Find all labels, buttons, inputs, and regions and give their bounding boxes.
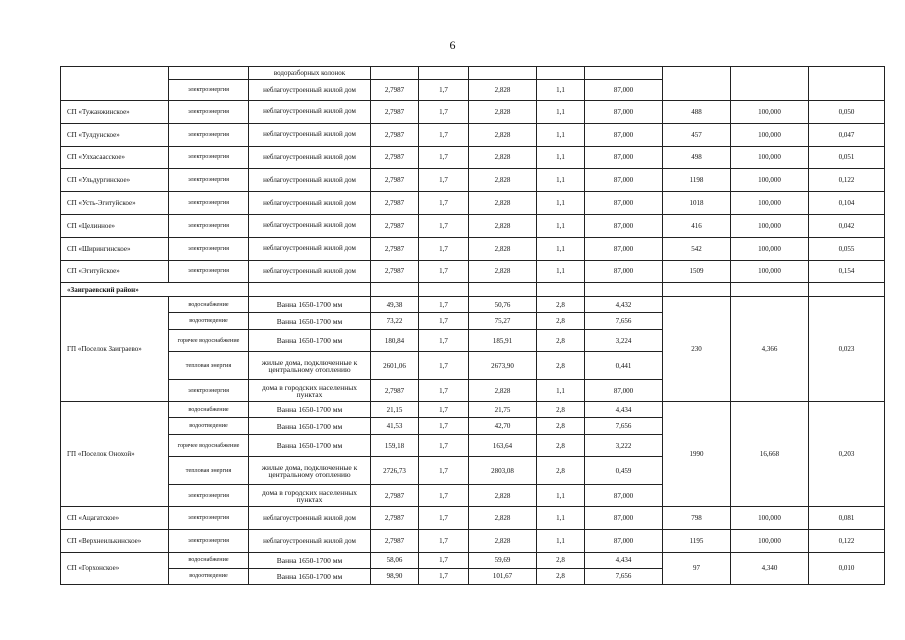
- value-cell: 1,1: [537, 485, 585, 507]
- value-cell: 2,7987: [371, 101, 419, 124]
- value-cell: 87,000: [585, 214, 663, 237]
- settlement-name: СП «Ширингинское»: [61, 237, 169, 260]
- description-cell: жилые дома, подключенные к центральному отоплению: [249, 457, 371, 485]
- empty-cell: [371, 283, 419, 297]
- summary-cell: 416: [663, 214, 731, 237]
- table-row: [61, 101, 885, 124]
- value-cell: 1,1: [537, 530, 585, 553]
- description-cell: Ванна 1650-1700 мм: [249, 313, 371, 330]
- summary-cell: 230: [663, 297, 731, 402]
- summary-cell: 100,000: [731, 101, 809, 124]
- summary-cell: 100,000: [731, 146, 809, 169]
- empty-cell: [585, 283, 663, 297]
- value-cell: 4,434: [585, 402, 663, 418]
- summary-cell: 4,340: [731, 552, 809, 584]
- value-cell: 21,75: [469, 402, 537, 418]
- value-cell: 1,7: [419, 435, 469, 457]
- empty-cell: [663, 283, 731, 297]
- summary-cell: 498: [663, 146, 731, 169]
- value-cell: 87,000: [585, 485, 663, 507]
- value-cell: 1,1: [537, 146, 585, 169]
- value-cell: 87,000: [585, 530, 663, 553]
- value-cell: 1,7: [419, 418, 469, 435]
- value-cell: 1,7: [419, 169, 469, 192]
- value-cell: 2,8: [537, 313, 585, 330]
- summary-cell: 97: [663, 552, 731, 584]
- value-cell: 2,8: [537, 402, 585, 418]
- value-cell: 87,000: [585, 260, 663, 283]
- value-cell: 2,828: [469, 169, 537, 192]
- value-cell: 1,1: [537, 260, 585, 283]
- summary-cell: [663, 67, 731, 101]
- settlement-name: ГП «Поселок Онохой»: [61, 402, 169, 507]
- value-cell: 1,7: [419, 330, 469, 352]
- summary-cell: 100,000: [731, 237, 809, 260]
- value-cell: 1,7: [419, 485, 469, 507]
- value-cell: 2,7987: [371, 192, 419, 215]
- value-cell: 2,7987: [371, 80, 419, 101]
- value-cell: 87,000: [585, 146, 663, 169]
- value-cell: 159,18: [371, 435, 419, 457]
- value-cell: 1,7: [419, 297, 469, 313]
- summary-cell: 0,055: [809, 237, 885, 260]
- value-cell: 3,222: [585, 435, 663, 457]
- description-cell: Ванна 1650-1700 мм: [249, 402, 371, 418]
- settlement-name: СП «Целинное»: [61, 214, 169, 237]
- value-cell: 21,15: [371, 402, 419, 418]
- value-cell: 87,000: [585, 123, 663, 146]
- table-row: [61, 507, 885, 530]
- resource-cell: водоснабжение: [169, 552, 249, 568]
- value-cell: 3,224: [585, 330, 663, 352]
- value-cell: [419, 67, 469, 80]
- value-cell: 75,27: [469, 313, 537, 330]
- table-row: [61, 67, 885, 80]
- value-cell: 2673,90: [469, 352, 537, 380]
- resource-cell: электроэнергия: [169, 530, 249, 553]
- value-cell: 4,434: [585, 552, 663, 568]
- resource-cell: водоотведение: [169, 418, 249, 435]
- settlement-name: СП «Усть-Эгитуйское»: [61, 192, 169, 215]
- value-cell: 180,84: [371, 330, 419, 352]
- section-title: «Заиграевский район»: [61, 283, 249, 297]
- value-cell: 2,8: [537, 418, 585, 435]
- value-cell: 2,8: [537, 435, 585, 457]
- description-cell: Ванна 1650-1700 мм: [249, 297, 371, 313]
- summary-cell: 4,366: [731, 297, 809, 402]
- value-cell: 2,828: [469, 530, 537, 553]
- value-cell: 2,828: [469, 192, 537, 215]
- value-cell: 87,000: [585, 507, 663, 530]
- resource-cell: электроэнергия: [169, 169, 249, 192]
- resource-cell: электроэнергия: [169, 380, 249, 402]
- table-row: [61, 169, 885, 192]
- resource-cell: электроэнергия: [169, 146, 249, 169]
- resource-cell: электроэнергия: [169, 507, 249, 530]
- value-cell: 2,828: [469, 123, 537, 146]
- summary-cell: 0,047: [809, 123, 885, 146]
- value-cell: [371, 67, 419, 80]
- resource-cell: горячее водоснабжение: [169, 330, 249, 352]
- settlement-name: СП «Улхасаасское»: [61, 146, 169, 169]
- value-cell: 2,7987: [371, 485, 419, 507]
- description-cell: неблагоустроенный жилой дом: [249, 507, 371, 530]
- value-cell: 1,1: [537, 380, 585, 402]
- value-cell: 1,7: [419, 214, 469, 237]
- resource-cell: водоснабжение: [169, 402, 249, 418]
- summary-cell: 100,000: [731, 123, 809, 146]
- value-cell: 2,8: [537, 330, 585, 352]
- value-cell: 50,76: [469, 297, 537, 313]
- value-cell: 1,1: [537, 101, 585, 124]
- summary-cell: 100,000: [731, 214, 809, 237]
- summary-cell: 1509: [663, 260, 731, 283]
- value-cell: 1,7: [419, 101, 469, 124]
- value-cell: 2,828: [469, 380, 537, 402]
- resource-cell: водоотведение: [169, 313, 249, 330]
- value-cell: 2,7987: [371, 123, 419, 146]
- description-cell: дома в городских населенных пунктах: [249, 485, 371, 507]
- resource-cell: электроэнергия: [169, 260, 249, 283]
- resource-cell: водоснабжение: [169, 297, 249, 313]
- summary-cell: 798: [663, 507, 731, 530]
- value-cell: 1,7: [419, 313, 469, 330]
- value-cell: 87,000: [585, 380, 663, 402]
- value-cell: 59,69: [469, 552, 537, 568]
- description-cell: Ванна 1650-1700 мм: [249, 552, 371, 568]
- value-cell: 98,90: [371, 568, 419, 584]
- empty-cell: [809, 283, 885, 297]
- settlement-name: СП «Тужанжинское»: [61, 101, 169, 124]
- resource-cell: электроэнергия: [169, 101, 249, 124]
- resource-cell: горячее водоснабжение: [169, 435, 249, 457]
- value-cell: 87,000: [585, 192, 663, 215]
- description-cell: Ванна 1650-1700 мм: [249, 330, 371, 352]
- value-cell: 2,7987: [371, 146, 419, 169]
- description-cell: неблагоустроенный жилой дом: [249, 237, 371, 260]
- value-cell: 185,91: [469, 330, 537, 352]
- settlement-name: ГП «Поселок Заиграево»: [61, 297, 169, 402]
- value-cell: 2726,73: [371, 457, 419, 485]
- empty-cell: [419, 283, 469, 297]
- resource-cell: электроэнергия: [169, 192, 249, 215]
- table-row: [61, 530, 885, 553]
- summary-cell: 100,000: [731, 192, 809, 215]
- value-cell: 101,67: [469, 568, 537, 584]
- value-cell: 1,7: [419, 457, 469, 485]
- value-cell: 1,7: [419, 507, 469, 530]
- description-cell: неблагоустроенный жилой дом: [249, 80, 371, 101]
- value-cell: 58,06: [371, 552, 419, 568]
- settlement-name: СП «Тулдунское»: [61, 123, 169, 146]
- value-cell: 1,1: [537, 123, 585, 146]
- summary-cell: 0,042: [809, 214, 885, 237]
- summary-cell: 100,000: [731, 507, 809, 530]
- value-cell: [585, 67, 663, 80]
- value-cell: 2,7987: [371, 169, 419, 192]
- description-cell: неблагоустроенный жилой дом: [249, 123, 371, 146]
- value-cell: 1,7: [419, 402, 469, 418]
- description-cell: неблагоустроенный жилой дом: [249, 169, 371, 192]
- value-cell: 1,7: [419, 352, 469, 380]
- resource-cell: тепловая энергия: [169, 457, 249, 485]
- table-row: [61, 260, 885, 283]
- summary-cell: 1990: [663, 402, 731, 507]
- resource-cell: электроэнергия: [169, 123, 249, 146]
- empty-cell: [731, 283, 809, 297]
- table-row: [61, 297, 885, 313]
- description-cell: неблагоустроенный жилой дом: [249, 260, 371, 283]
- value-cell: 1,7: [419, 530, 469, 553]
- value-cell: 1,7: [419, 568, 469, 584]
- value-cell: 1,7: [419, 123, 469, 146]
- summary-cell: 1195: [663, 530, 731, 553]
- value-cell: 1,7: [419, 146, 469, 169]
- value-cell: 2601,06: [371, 352, 419, 380]
- summary-cell: [809, 67, 885, 101]
- value-cell: 7,656: [585, 568, 663, 584]
- settlement-name: СП «Ацагатское»: [61, 507, 169, 530]
- value-cell: [537, 67, 585, 80]
- value-cell: 7,656: [585, 418, 663, 435]
- value-cell: 1,7: [419, 380, 469, 402]
- summary-cell: 100,000: [731, 260, 809, 283]
- value-cell: 2,8: [537, 457, 585, 485]
- value-cell: 1,7: [419, 237, 469, 260]
- description-cell: Ванна 1650-1700 мм: [249, 568, 371, 584]
- settlement-name: СП «Ульдургинское»: [61, 169, 169, 192]
- value-cell: 2,7987: [371, 214, 419, 237]
- value-cell: 73,22: [371, 313, 419, 330]
- empty-cell: [537, 283, 585, 297]
- summary-cell: 0,051: [809, 146, 885, 169]
- resource-cell: тепловая энергия: [169, 352, 249, 380]
- summary-cell: 0,023: [809, 297, 885, 402]
- settlement-name: СП «Эгитуйское»: [61, 260, 169, 283]
- value-cell: 41,53: [371, 418, 419, 435]
- description-cell: неблагоустроенный жилой дом: [249, 146, 371, 169]
- resource-cell: электроэнергия: [169, 214, 249, 237]
- value-cell: 2,828: [469, 214, 537, 237]
- settlement-name: СП «Верхнеилькинское»: [61, 530, 169, 553]
- settlement-name: СП «Горхонское»: [61, 552, 169, 584]
- table-row: [61, 552, 885, 568]
- table-row: [61, 283, 885, 297]
- resource-cell: электроэнергия: [169, 80, 249, 101]
- value-cell: 7,656: [585, 313, 663, 330]
- description-cell: Ванна 1650-1700 мм: [249, 435, 371, 457]
- value-cell: 1,1: [537, 507, 585, 530]
- value-cell: 2,7987: [371, 530, 419, 553]
- description-cell: дома в городских населенных пунктах: [249, 380, 371, 402]
- value-cell: 87,000: [585, 237, 663, 260]
- summary-cell: 100,000: [731, 169, 809, 192]
- summary-cell: [731, 67, 809, 101]
- resource-cell: водоотведение: [169, 568, 249, 584]
- table-row: [61, 123, 885, 146]
- value-cell: 1,1: [537, 169, 585, 192]
- value-cell: 1,1: [537, 214, 585, 237]
- summary-cell: 0,122: [809, 530, 885, 553]
- value-cell: 2,7987: [371, 507, 419, 530]
- value-cell: 1,7: [419, 552, 469, 568]
- value-cell: 1,1: [537, 237, 585, 260]
- value-cell: 1,1: [537, 80, 585, 101]
- value-cell: 0,441: [585, 352, 663, 380]
- value-cell: 0,459: [585, 457, 663, 485]
- value-cell: 4,432: [585, 297, 663, 313]
- value-cell: 2,8: [537, 552, 585, 568]
- value-cell: 2,828: [469, 237, 537, 260]
- value-cell: 49,38: [371, 297, 419, 313]
- value-cell: 1,7: [419, 192, 469, 215]
- summary-cell: 0,122: [809, 169, 885, 192]
- description-cell: Ванна 1650-1700 мм: [249, 418, 371, 435]
- value-cell: 42,70: [469, 418, 537, 435]
- summary-cell: 1018: [663, 192, 731, 215]
- table-row: [61, 214, 885, 237]
- table-row: [61, 146, 885, 169]
- empty-cell: [249, 283, 371, 297]
- value-cell: 2,7987: [371, 380, 419, 402]
- description-cell: неблагоустроенный жилой дом: [249, 530, 371, 553]
- value-cell: 1,7: [419, 80, 469, 101]
- summary-cell: 16,668: [731, 402, 809, 507]
- value-cell: 2,7987: [371, 260, 419, 283]
- value-cell: [469, 67, 537, 80]
- value-cell: 2,828: [469, 80, 537, 101]
- table-row: [61, 192, 885, 215]
- summary-cell: 0,010: [809, 552, 885, 584]
- value-cell: 2,828: [469, 507, 537, 530]
- summary-cell: 457: [663, 123, 731, 146]
- summary-cell: 1198: [663, 169, 731, 192]
- value-cell: 87,000: [585, 169, 663, 192]
- summary-cell: 100,000: [731, 530, 809, 553]
- table-row: [61, 237, 885, 260]
- value-cell: 1,7: [419, 260, 469, 283]
- summary-cell: 0,050: [809, 101, 885, 124]
- value-cell: 2,828: [469, 101, 537, 124]
- value-cell: 1,1: [537, 192, 585, 215]
- value-cell: 2,8: [537, 297, 585, 313]
- value-cell: 2,8: [537, 352, 585, 380]
- value-cell: 87,000: [585, 101, 663, 124]
- settlement-cell: [61, 67, 169, 101]
- description-cell: водоразборных колонок: [249, 67, 371, 80]
- value-cell: 2803,08: [469, 457, 537, 485]
- description-cell: неблагоустроенный жилой дом: [249, 214, 371, 237]
- value-cell: 2,7987: [371, 237, 419, 260]
- page-number: 6: [449, 38, 456, 52]
- summary-cell: 0,203: [809, 402, 885, 507]
- summary-cell: 488: [663, 101, 731, 124]
- summary-cell: 0,104: [809, 192, 885, 215]
- description-cell: жилые дома, подключенные к центральному отоплению: [249, 352, 371, 380]
- tariff-table: [60, 66, 885, 585]
- table-row: [61, 402, 885, 418]
- summary-cell: 542: [663, 237, 731, 260]
- summary-cell: 0,081: [809, 507, 885, 530]
- description-cell: неблагоустроенный жилой дом: [249, 101, 371, 124]
- resource-cell: электроэнергия: [169, 237, 249, 260]
- summary-cell: 0,154: [809, 260, 885, 283]
- empty-cell: [469, 283, 537, 297]
- value-cell: 2,828: [469, 485, 537, 507]
- resource-cell: [169, 67, 249, 80]
- value-cell: 87,000: [585, 80, 663, 101]
- value-cell: 163,64: [469, 435, 537, 457]
- value-cell: 2,828: [469, 146, 537, 169]
- value-cell: 2,8: [537, 568, 585, 584]
- value-cell: 2,828: [469, 260, 537, 283]
- description-cell: неблагоустроенный жилой дом: [249, 192, 371, 215]
- resource-cell: электроэнергия: [169, 485, 249, 507]
